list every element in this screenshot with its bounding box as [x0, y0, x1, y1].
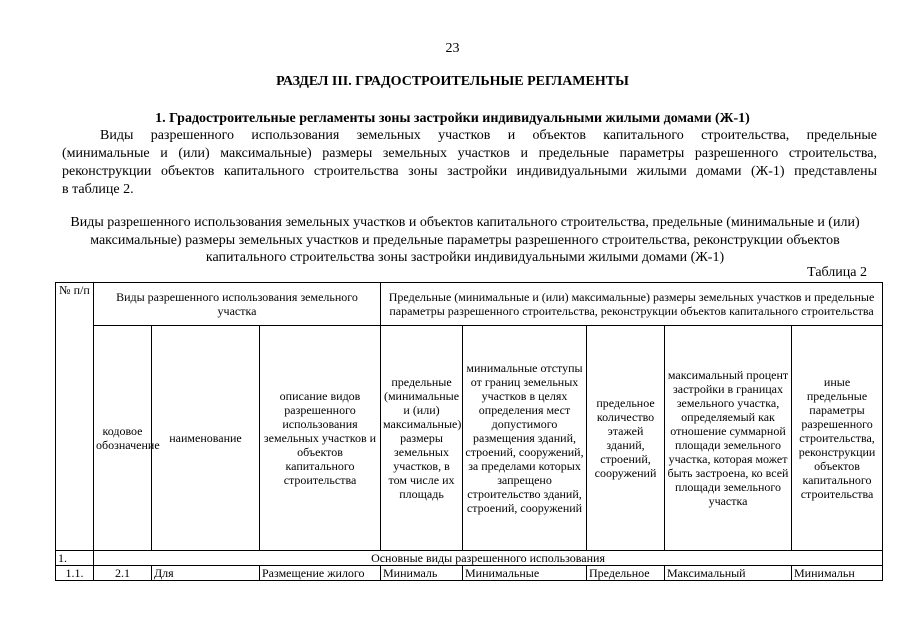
header-name-cell: наименование: [152, 326, 260, 551]
page-number: 23: [445, 41, 460, 56]
intro-paragraph: [62, 127, 877, 199]
table-subheader-row: [56, 326, 883, 551]
intro-line: Виды разрешенного использования земельных участков и объектов капитального строительства, предельные: [100, 128, 877, 143]
regulations-table: [55, 282, 883, 581]
row-num-cell: 1.1.: [56, 566, 94, 581]
row-floors-cell: Предельное: [587, 566, 665, 581]
group-num-cell: 1.: [56, 551, 94, 566]
table-header-row: [56, 283, 883, 326]
intro-line: в таблице 2.: [62, 182, 134, 197]
header-code-cell: кодовое обозначение: [94, 326, 152, 551]
row-description-cell: Размещение жилого: [260, 566, 381, 581]
header-setbacks-cell: минимальные отступы от границ земельных участков в целях определения мест допустимого размещения зданий, строений, сооружений, за пределами которых запрещено строительство зданий, строений, сооружений: [463, 326, 587, 551]
table-label: Таблица 2: [807, 265, 867, 280]
section-title: РАЗДЕЛ III. ГРАДОСТРОИТЕЛЬНЫЕ РЕГЛАМЕНТЫ: [276, 74, 629, 89]
header-sizes-cell: предельные (минимальные и (или) максимальные) размеры земельных участков, в том числе их площадь: [381, 326, 463, 551]
table-group-row: [56, 551, 883, 566]
header-coverage-cell: максимальный процент застройки в границах земельного участка, определяемый как отношение суммарной площади земельного участка, которая может быть застроена, ко всей площади земельного участка: [665, 326, 792, 551]
intro-line: (минимальные и (или) максимальные) размеры земельных участков и предельные параметры разрешенного строительства,: [62, 146, 877, 161]
row-code-cell: 2.1: [94, 566, 152, 581]
row-setbacks-cell: Минимальные: [463, 566, 587, 581]
header-other-cell: иные предельные параметры разрешенного строительства, реконструкции объектов капитального строительства: [792, 326, 883, 551]
table-row: [56, 566, 883, 581]
header-num-cell: № п/п: [56, 283, 94, 551]
row-sizes-cell: Минималь: [381, 566, 463, 581]
table-caption: Виды разрешенного использования земельных участков и объектов капитального строительства, предельные (минимальные и (или) максимальные) размеры земельных участков и предельные параметры разрешенного строительства, реконструкции объектов капитального строительства зоны застройки индивидуальными жилыми домами (Ж-1): [70, 215, 860, 265]
header-kinds-cell: Виды разрешенного использования земельного участка: [94, 283, 381, 326]
group-label-cell: Основные виды разрешенного использования: [94, 551, 883, 566]
header-description-cell: описание видов разрешенного использования земельных участков и объектов капитального строительства: [260, 326, 381, 551]
row-name-cell: Для: [152, 566, 260, 581]
subsection-title: 1. Градостроительные регламенты зоны застройки индивидуальными жилыми домами (Ж-1): [155, 111, 750, 126]
intro-line: реконструкции объектов капитального строительства зоны застройки индивидуальными жилыми домами (Ж-1) представлены: [62, 164, 877, 179]
header-limits-cell: Предельные (минимальные и (или) максимальные) размеры земельных участков и предельные параметры разрешенного строительства, реконструкции объектов капитального строительства: [381, 283, 883, 326]
row-other-cell: Минимальн: [792, 566, 883, 581]
row-coverage-cell: Максимальный: [665, 566, 792, 581]
header-floors-cell: предельное количество этажей зданий, строений, сооружений: [587, 326, 665, 551]
